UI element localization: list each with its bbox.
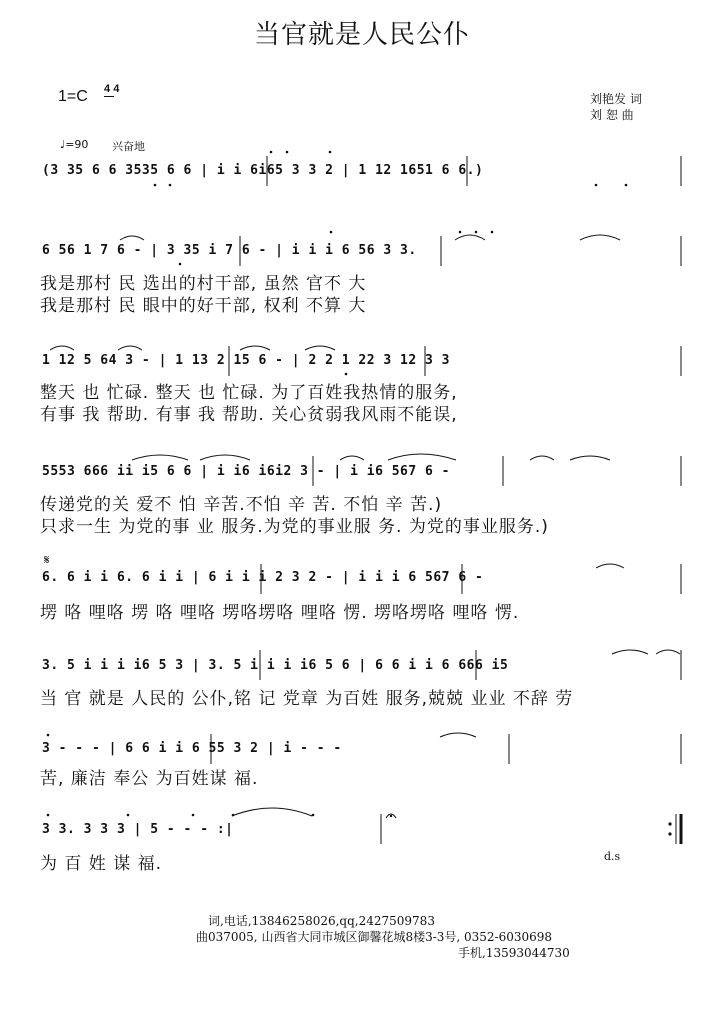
notation-row-1: (3 35 6 6 3535 6 6 | i i 6i65 3 3 2 | 1 12 1651 6 6.) [42, 163, 484, 178]
lyric-row-8: 为 百 姓 谋 福. [40, 854, 163, 874]
notation-row-4: 5553 666 ii i5 6 6 | i i6 i6i2 3 - | i i6 567 6 - [42, 464, 451, 479]
composer-credit: 刘 恕 曲 [590, 108, 634, 122]
bar-lines [211, 156, 681, 844]
lyric-row-5: 塄 咯 哩咯 塄 咯 哩咯 塄咯塄咯 哩咯 愣. 塄咯塄咯 哩咯 愣. [40, 603, 520, 623]
song-title: 当官就是人民公仆 [253, 20, 470, 50]
notation-row-8: 3 3. 3 3 3 | 5 - - - :| [42, 822, 234, 837]
mood-marking: 兴奋地 [112, 140, 145, 153]
notation-row-7: 3 - - - | 6 6 i i 6 55 3 2 | i - - - [42, 741, 342, 756]
repeat-dots [668, 822, 671, 835]
lyricist-credit: 刘艳发 词 [590, 92, 642, 106]
lyric-row-2-verse-1: 我是那村 民 选出的村干部, 虽然 官不 大 [40, 274, 367, 294]
lyric-row-4-verse-2: 只求一生 为党的事 业 服务.为党的事业服 务. 为党的事业服务.) [40, 517, 549, 537]
da-segno-mark: d.s [604, 850, 621, 863]
notation-row-5: 6. 6 i i 6. 6 i i | 6 i i i 2 3 2 - | i i i 6 567 6 - [42, 570, 484, 585]
footer-contact-line-2: 曲037005, 山西省大同市城区御馨花城8楼3-3号, 0352-6030698 [196, 930, 553, 944]
lyric-row-3-verse-2: 有事 我 帮助. 有事 我 帮助. 关心贫弱我风雨不能误, [40, 405, 458, 425]
slurs [50, 235, 680, 816]
segno-sign: 𝄋 [44, 553, 50, 568]
lyric-row-7: 苦, 廉洁 奉公 为百姓谋 福. [40, 769, 259, 789]
key-signature: 1=C [58, 88, 88, 105]
octave-dots [47, 151, 628, 817]
lyric-row-3-verse-1: 整天 也 忙碌. 整天 也 忙碌. 为了百姓我热情的服务, [40, 383, 458, 403]
notation-row-3: 1 12 5 64 3 - | 1 13 2 15 6 - | 2 2 1 22 3 12 3 3 [42, 353, 451, 368]
time-signature-bottom: 4 [113, 83, 120, 95]
lyric-row-2-verse-2: 我是那村 民 眼中的好干部, 权利 不算 大 [40, 296, 367, 316]
notation-row-2: 6 56 1 7 6 - | 3 35 i 7 6 - | i i i 6 56 3 3. [42, 243, 417, 258]
time-signature-top: 4 [104, 83, 111, 95]
lyric-row-6: 当 官 就是 人民的 公仆,铭 记 党章 为百姓 服务,兢兢 业业 不辞 劳 [40, 689, 574, 709]
tempo-marking: ♩=90 [60, 138, 89, 151]
footer-contact-line-3: 手机,13593044730 [458, 946, 570, 960]
lyric-row-4-verse-1: 传递党的关 爱不 怕 辛苦.不怕 辛 苦. 不怕 辛 苦.) [40, 495, 443, 515]
notation-row-6: 3. 5 i i i i6 5 3 | 3. 5 i i i i6 5 6 | 6 6 i i 6 666 i5 [42, 658, 509, 673]
footer-contact-line-1: 词,电话,13846258026,qq,2427509783 [208, 914, 435, 928]
